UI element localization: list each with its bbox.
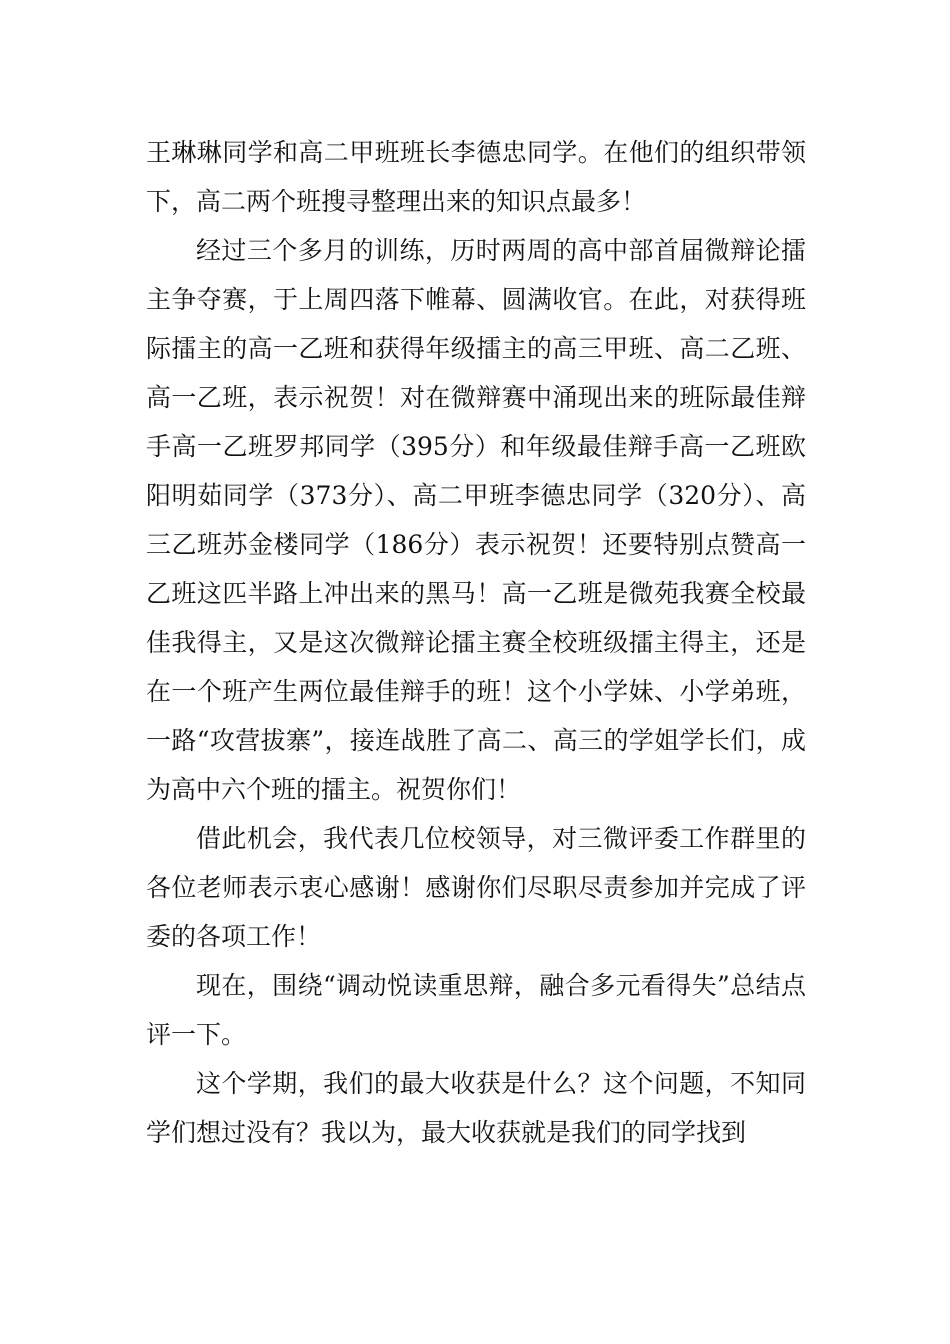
paragraph-thanks-judges: 借此机会，我代表几位校领导，对三微评委工作群里的各位老师表示衷心感谢！感谢你们尽职尽责参加并完成了评委的各项工作！ (146, 824, 806, 951)
paragraph-biggest-gain: 这个学期，我们的最大收获是什么？这个问题，不知同学们想过没有？我以为，最大收获就是我们的同学找到 (146, 1069, 806, 1147)
body-text (146, 128, 806, 1157)
paragraph-debate-results: 经过三个多月的训练，历时两周的高中部首届微辩论擂主争夺赛，于上周四落下帷幕、圆满收官。在此，对获得班际擂主的高一乙班和获得年级擂主的高三甲班、高二乙班、高一乙班，表示祝贺！对在微辩赛中涌现出来的班际最佳辩手高一乙班罗邦同学（395分）和年级最佳辩手高一乙班欧阳明茹同学（373分）、高二甲班李德忠同学（320分）、高三乙班苏金楼同学（186分）表示祝贺！还要特别点赞高一乙班这匹半路上冲出来的黑马！高一乙班是微苑我赛全校最佳我得主，又是这次微辩论擂主赛全校班级擂主得主，还是在一个班产生两位最佳辩手的班！这个小学妹、小学弟班，一路“攻营拔寨”，接连战胜了高二、高三的学姐学长们，成为高中六个班的擂主。祝贺你们！ (146, 236, 806, 804)
paragraph-summary-intro: 现在，围绕“调动悦读重思辩，融合多元看得失”总结点评一下。 (146, 971, 806, 1049)
paragraph-continuation: 王琳琳同学和高二甲班班长李德忠同学。在他们的组织带领下，高二两个班搜寻整理出来的知识点最多！ (146, 138, 806, 216)
